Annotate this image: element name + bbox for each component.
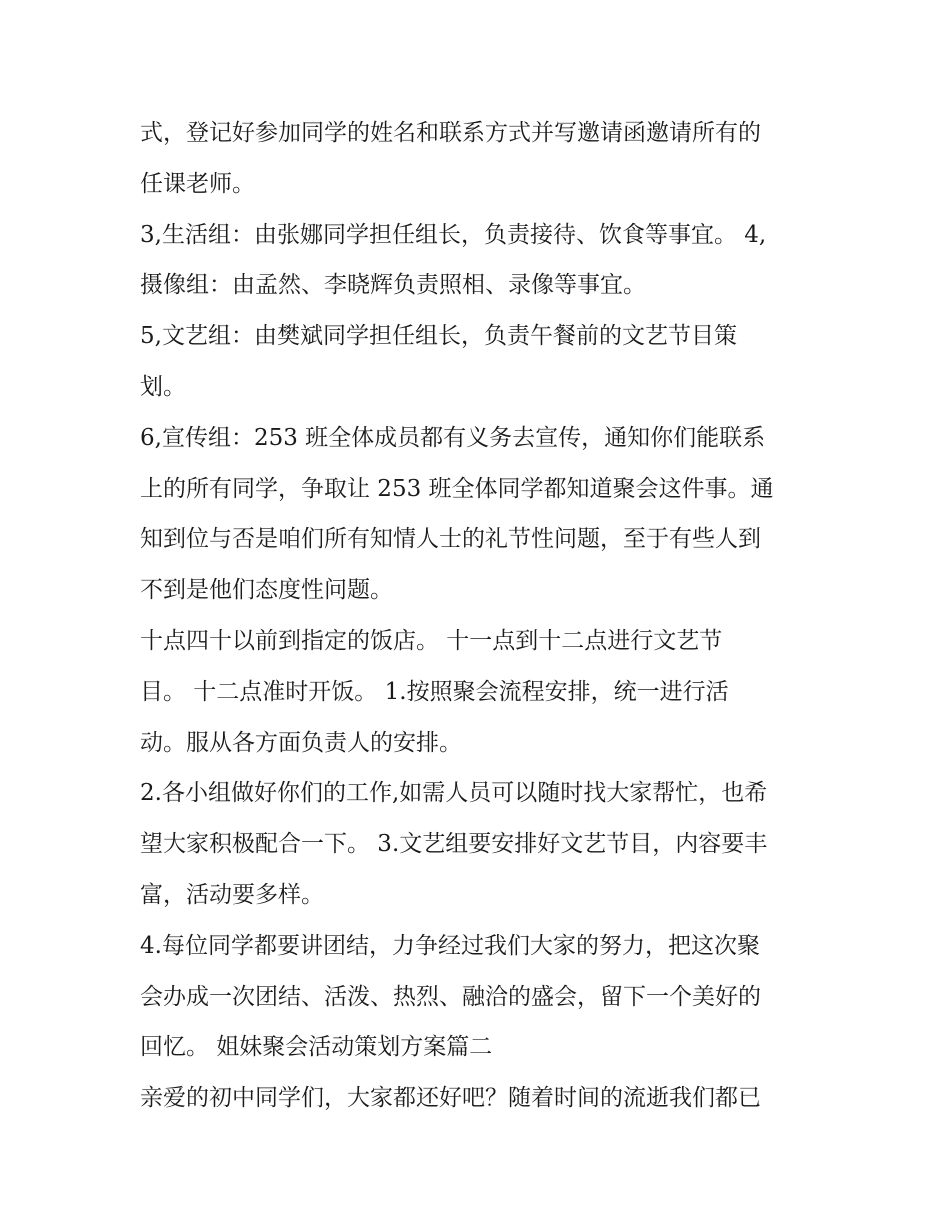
text-line: 知到位与否是咱们所有知情人士的礼节性问题，至于有些人到 [140,526,761,553]
text-line: 十点四十以前到指定的饭店。 十一点到十二点进行文艺节 [140,627,723,654]
text-line: 目。 十二点准时开饭。 1.按照聚会流程安排，统一进行活 [140,678,729,705]
text-line: 任课老师。 [140,170,255,197]
text-line: 望大家积极配合一下。 3.文艺组要安排好文艺节目，内容要丰 [140,831,768,858]
text-line: 2.各小组做好你们的工作,如需人员可以随时找大家帮忙，也希 [140,780,768,807]
text-line: 动。服从各方面负责人的安排。 [140,729,462,756]
text-line: 6,宣传组：253 班全体成员都有义务去宣传，通知你们能联系 [140,424,766,451]
text-line: 会办成一次团结、活泼、热烈、融洽的盛会，留下一个美好的 [140,983,761,1010]
text-line: 4.每位同学都要讲团结，力争经过我们大家的努力，把这次聚 [140,932,760,959]
text-line: 划。 [140,373,186,400]
text-line: 3,生活组：由张娜同学担任组长，负责接待、饮食等事宜。 4, [140,221,767,248]
text-line: 亲爱的初中同学们，大家都还好吧？随着时间的流逝我们都已 [140,1085,761,1112]
text-line: 上的所有同学，争取让 253 班全体同学都知道聚会这件事。通 [140,475,774,502]
text-line: 式，登记好参加同学的姓名和联系方式并写邀请函邀请所有的 [140,120,761,146]
text-line: 摄像组：由孟然、李晓辉负责照相、录像等事宜。 [140,272,646,299]
text-line: 5,文艺组：由樊斌同学担任组长，负责午餐前的文艺节目策 [140,323,737,350]
text-line: 回忆。 姐妹聚会活动策划方案篇二 [140,1034,493,1061]
text-line: 富，活动要多样。 [140,881,324,908]
document-body [140,108,830,1124]
text-line: 不到是他们态度性问题。 [140,577,393,604]
